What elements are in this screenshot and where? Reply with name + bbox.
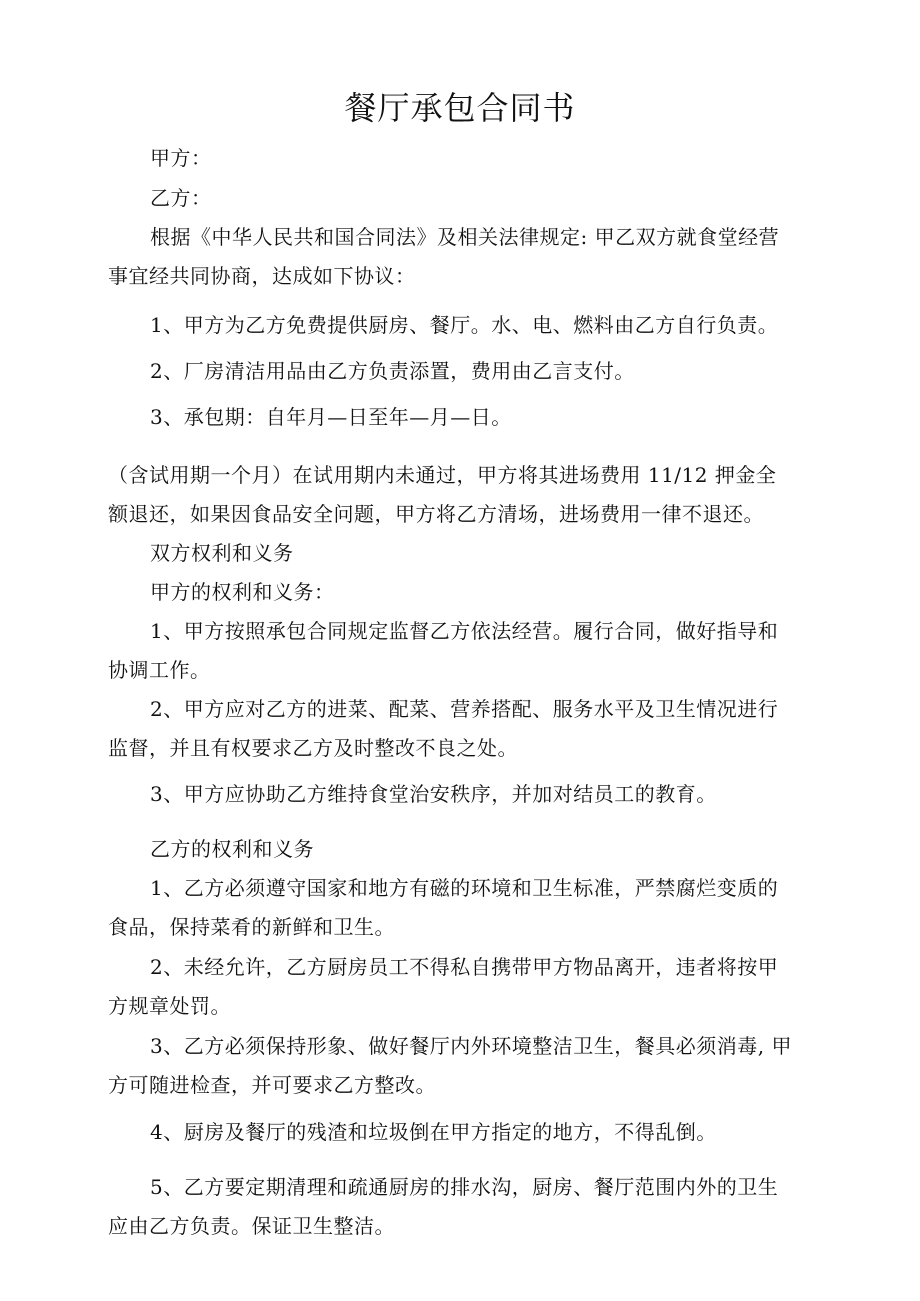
b-clause-1 — [108, 869, 820, 947]
party-a-rights-heading: 甲方的权利和义务： — [150, 580, 335, 604]
b-clause-3-line-2: 方可随进检查，并可要求乙方整改。 — [108, 1073, 436, 1097]
a-clause-1-line-2: 协调工作。 — [108, 658, 211, 682]
clause-2: 2、厂房清洁用品由乙方负责添置，费用由乙言支付。 — [150, 359, 635, 383]
b-clause-3-line-1: 3、乙方必须保持形象、做好餐厅内外环境整洁卫生，餐具必须消毒, 甲 — [150, 1034, 792, 1058]
a-clause-1-line-1: 1、甲方按照承包合同规定监督乙方依法经营。履行合同，做好指导和 — [150, 619, 779, 643]
clause-1: 1、甲方为乙方免费提供厨房、餐厅。水、电、燃料由乙方自行负责。 — [150, 313, 779, 337]
a-clause-2-line-2: 监督，并且有权要求乙方及时整改不良之处。 — [108, 736, 518, 760]
rights-heading: 双方权利和义务 — [150, 541, 294, 565]
intro-line-1: 根据《中华人民共和国合同法》及相关法律规定: 甲乙双方就食堂经营 — [150, 225, 780, 249]
b-clause-2 — [108, 948, 820, 1026]
b-clause-5-line-1: 5、乙方要定期清理和疏通厨房的排水沟，厨房、餐厅范围内外的卫生 — [150, 1175, 779, 1199]
b-clause-4: 4、厨房及餐厅的残渣和垃圾倒在甲方指定的地方，不得乱倒。 — [150, 1120, 717, 1144]
party-b-rights-heading: 乙方的权利和义务 — [150, 837, 314, 861]
party-b-label: 乙方： — [150, 186, 212, 210]
b-clause-5-line-2: 应由乙方负责。保证卫生整洁。 — [108, 1214, 395, 1238]
intro-line-2: 事宜经共同协商，达成如下协议： — [108, 264, 416, 288]
a-clause-2 — [108, 690, 820, 768]
a-clause-1 — [108, 612, 820, 690]
trial-line-2: 额退还，如果因食品安全问题，甲方将乙方清场，进场费用一律不退还。 — [108, 502, 764, 526]
trial-paragraph — [108, 456, 820, 534]
clause-3: 3、承包期：自年月—日至年—月—日。 — [150, 405, 512, 429]
a-clause-3: 3、甲方应协助乙方维持食堂治安秩序，并加对结员工的教育。 — [150, 782, 717, 806]
document-title: 餐厅承包合同书 — [344, 89, 576, 127]
b-clause-2-line-1: 2、未经允许，乙方厨房员工不得私自携带甲方物品离开，违者将按甲 — [150, 955, 779, 979]
b-clause-1-line-1: 1、乙方必须遵守国家和地方有磁的环境和卫生标准，严禁腐烂变质的 — [150, 876, 779, 900]
b-clause-2-line-2: 方规章处罚。 — [108, 994, 231, 1018]
party-a-label: 甲方： — [150, 146, 212, 170]
a-clause-2-line-1: 2、甲方应对乙方的进菜、配菜、营养搭配、服务水平及卫生情况进行 — [150, 697, 779, 721]
b-clause-1-line-2: 食品，保持菜肴的新鲜和卫生。 — [108, 915, 395, 939]
trial-line-1: （含试用期一个月）在试用期内未通过，甲方将其进场费用 11/12 押金全 — [108, 463, 777, 487]
b-clause-5 — [108, 1168, 820, 1246]
b-clause-3 — [108, 1027, 820, 1105]
intro-paragraph — [108, 218, 820, 296]
